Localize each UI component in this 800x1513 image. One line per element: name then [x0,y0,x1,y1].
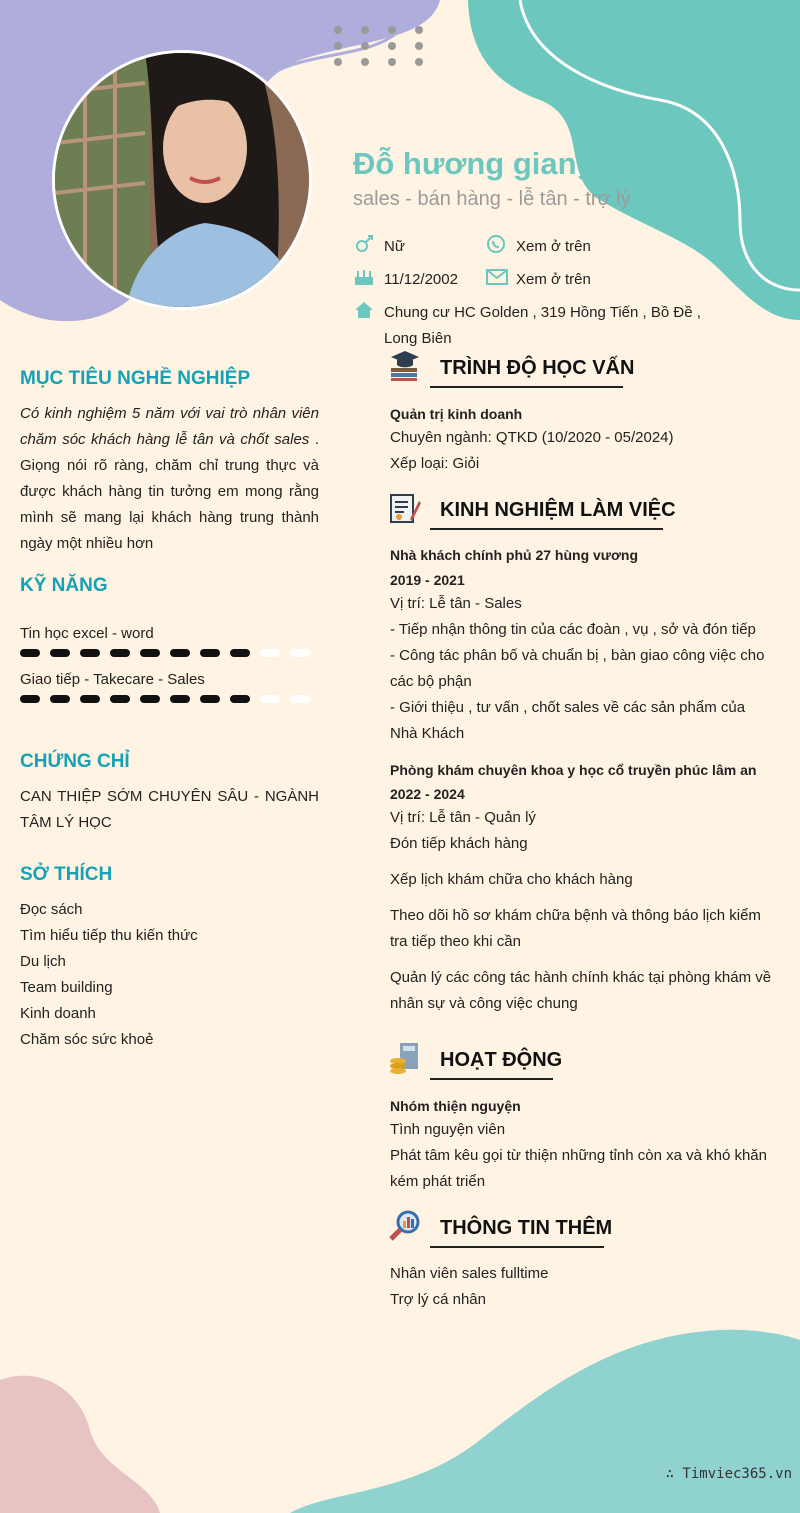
skill-segment-filled [200,695,220,703]
additional-item: Nhân viên sales fulltime [390,1265,549,1282]
job-position: Vị trí: Lễ tân - Quản lý [390,809,536,826]
magnifier-chart-icon [388,1209,422,1243]
skill-segment-filled [20,649,40,657]
activities-underline [430,1078,553,1080]
education-major: Chuyên ngành: QTKD (10/2020 - 05/2024) [390,429,674,446]
skill-segment-filled [50,649,70,657]
hobby-item: Đọc sách [20,901,83,918]
skill-segment-filled [230,649,250,657]
home-icon [353,300,375,320]
skill-segment-empty [260,695,280,703]
additional-item: Trợ lý cá nhân [390,1291,486,1308]
hobby-item: Team building [20,979,113,996]
skill-segment-filled [200,649,220,657]
certificates-text: CAN THIỆP SỚM CHUYÊN SÂU - NGÀNH TÂM LÝ HỌC [20,788,319,831]
skill-segment-filled [80,695,100,703]
whatsapp-icon [486,234,506,254]
education-title: TRÌNH ĐỘ HỌC VẤN [440,357,635,379]
job-period: 2022 - 2024 [390,786,465,802]
activity-role: Tình nguyện viên [390,1121,506,1138]
skill-segment-filled [110,649,130,657]
job-period: 2019 - 2021 [390,572,465,588]
gender-icon [354,234,374,254]
email-icon [486,268,508,286]
additional-underline [430,1246,604,1248]
job-detail: - Công tác phân bố và chuẩn bị , bàn giao công việc cho các bộ phận [390,647,765,690]
skill-segment-filled [140,695,160,703]
job-company: Phòng khám chuyên khoa y học cổ truyền phúc lâm an [390,762,757,778]
objective-body: . Giọng nói rõ ràng, chăm chỉ trung thực và được khách hàng tin tưởng em mong rằng mình sẽ mang lại khách hàng trung thành ngày một nhiều hơn [20,431,320,552]
skill-bar-1 [20,647,320,659]
hobby-item: Du lịch [20,953,66,970]
hobby-item: Tìm hiểu tiếp thu kiến thức [20,927,198,944]
skill-segment-empty [290,649,310,657]
skill-segment-empty [260,649,280,657]
skill-label-1: Tin học excel - word [20,625,154,642]
objective-title: MỤC TIÊU NGHỀ NGHIỆP [20,368,251,389]
job-detail: Đón tiếp khách hàng [390,835,528,852]
footer-brand: ∴ Timviec365.vn [665,1466,792,1482]
skill-label-2: Giao tiếp - Takecare - Sales [20,671,205,688]
skill-segment-filled [140,649,160,657]
activity-org: Nhóm thiện nguyện [390,1098,521,1114]
candidate-role: sales - bán hàng - lễ tân - trợ lý [353,188,631,210]
additional-title: THÔNG TIN THÊM [440,1217,613,1239]
skill-segment-filled [20,695,40,703]
birthday-value: 11/12/2002 [384,271,458,288]
skill-segment-filled [170,649,190,657]
education-grade: Xếp loại: Giỏi [390,455,480,472]
avatar [52,50,312,310]
hobby-item: Chăm sóc sức khoẻ [20,1031,154,1048]
activity-text: Phát tâm kêu gọi từ thiện những tỉnh còn xa và khó khăn kém phát triển [390,1147,767,1190]
gender-value: Nữ [384,238,405,255]
job-company: Nhà khách chính phủ 27 hùng vương [390,547,638,563]
job-detail: - Tiếp nhận thông tin của các đoàn , vụ , sở và đón tiếp [390,621,756,638]
certificates-title: CHỨNG CHỈ [20,751,130,772]
job-detail: Quản lý các công tác hành chính khác tại phòng khám về nhân sự và công việc chung [390,969,772,1012]
skill-segment-empty [290,695,310,703]
activities-title: HOẠT ĐỘNG [440,1049,563,1071]
birthday-cake-icon [353,267,375,287]
document-pen-icon [388,491,422,525]
graduation-cap-icon [388,348,422,382]
objective-text [20,401,319,557]
skill-segment-filled [50,695,70,703]
experience-underline [430,528,663,530]
skill-segment-filled [110,695,130,703]
job-detail: Xếp lịch khám chữa cho khách hàng [390,871,633,888]
skill-segment-filled [170,695,190,703]
candidate-name: Đỗ hương giang [353,146,596,181]
education-school: Quản trị kinh doanh [390,406,523,422]
email-value: Xem ở trên [516,271,591,288]
hobby-item: Kinh doanh [20,1005,96,1022]
job-position: Vị trí: Lễ tân - Sales [390,595,522,612]
objective-italic: Có kinh nghiệm 5 năm với vai trò nhân viên chăm sóc khách hàng lễ tân và chốt sales [20,405,319,448]
job-detail: Theo dõi hồ sơ khám chữa bệnh và thông báo lịch kiểm tra tiếp theo khi cần [390,907,761,950]
job-detail: - Giới thiệu , tư vấn , chốt sales về các sản phẩm của Nhà Khách [390,699,746,742]
education-underline [430,386,623,388]
hobbies-title: SỞ THÍCH [20,864,113,885]
skills-title: KỸ NĂNG [20,575,108,596]
skill-segment-filled [230,695,250,703]
address-line-2: Long Biên [384,330,452,347]
skill-segment-filled [80,649,100,657]
skill-bar-2 [20,693,320,705]
phone-value: Xem ở trên [516,238,591,255]
address-line-1: Chung cư HC Golden , 319 Hồng Tiến , Bồ Đề , [384,304,701,321]
experience-title: KINH NGHIỆM LÀM VIỆC [440,499,676,521]
calculator-coins-icon [388,1041,422,1075]
